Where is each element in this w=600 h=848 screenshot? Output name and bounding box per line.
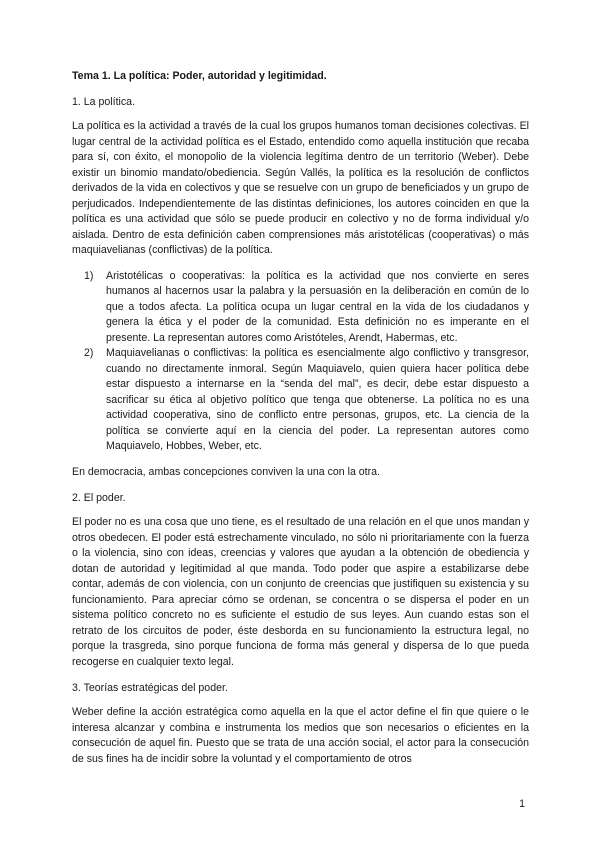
section-heading: 1. La política. xyxy=(72,96,136,108)
section-heading: 3. Teorías estratégicas del poder. xyxy=(72,682,228,694)
document-body xyxy=(72,68,529,777)
document-title: Tema 1. La política: Poder, autoridad y legitimidad. xyxy=(72,70,327,82)
page-number: 1 xyxy=(519,798,525,810)
list-marker: 2) xyxy=(84,347,94,359)
list-item xyxy=(84,269,529,347)
list-item-text: Maquiavelianas o conflictivas: la política es esencialmente algo conflictivo y transgresor, cuando no directamente inmoral. Según Maquiavelo, quien quiera hacer política debe estar dispuesto a internarse en la “senda del mal”, es decir, debe estar dispuesto a sacrificar su ética al objetivo político que tenga que obtenerse. La política no es una actividad cooperativa, sino de conflicto entre personas, grupos, etc. La ciencia de la política se convierte aquí en la ciencia del poder. La representan autores como Maquiavelo, Hobbes, Weber, etc. xyxy=(106,347,529,452)
paragraph: La política es la actividad a través de la cual los grupos humanos toman decisiones colectivas. El lugar central de la actividad política es el Estado, entendido como aquella institución que recaba para sí, con éxito, el monopolio de la violencia legítima dentro de un territorio (Weber). Debe existir un binomio mandato/obediencia. Según Vallés, la política es la resolución de conflictos derivados de la vida en colectivos y que se resuelve con un grupo de beneficiados y un grupo de perjudicados. Independientemente de las distintas definiciones, los autores coinciden en que la política es una actividad que sólo se puede producir en colectivo y no de forma individual y/o aislada. Dentro de esta definición caben comprensiones más aristotélicas (cooperativas) o más maquiavelianas (conflictivas) de la política. xyxy=(72,120,529,256)
section-heading: 2. El poder. xyxy=(72,492,126,504)
list-marker: 1) xyxy=(84,269,94,282)
paragraph: En democracia, ambas concepciones conviven la una con la otra. xyxy=(72,465,380,478)
numbered-list xyxy=(72,269,529,455)
list-item-text: Aristotélicas o cooperativas: la política es la actividad que nos convierte en seres humanos al hacernos usar la palabra y la persuasión en la deliberación en común de lo que a todos afecta. La política ocupa un lugar central en la vida de los ciudadanos y genera la ética y el poder de la comunidad. Esta definición no es imperante en el presente. La representan autores como Aristóteles, Arendt, Habermas, etc. xyxy=(106,269,529,344)
paragraph: El poder no es una cosa que uno tiene, es el resultado de una relación en el que unos mandan y otros obedecen. El poder está estrechamente vinculado, no sólo ni prioritariamente con la fuerza o la violencia, sino con ideas, creencias y valores que ayudan a la obtención de obediencia y dotan de autoridad y legitimidad al que manda. Todo poder que aspire a estabilizarse debe contar, además de con violencia, con un conjunto de creencias que justifiquen su existencia y su funcionamiento. Para apreciar cómo se ordenan, se concentra o se dispersa el poder en un sistema político concreto no es suficiente el estudio de sus leyes. Aun cuando estas son el retrato de los circuitos de poder, éste desborda en su funcionamiento la estructura legal, no porque la trasgreda, sino porque funciona de forma más general y dispersa de lo que pueda recogerse en cualquier texto legal. xyxy=(72,516,529,668)
list-item xyxy=(84,346,529,455)
paragraph: Weber define la acción estratégica como aquella en la que el actor define el fin que quiere o le interesa alcanzar y combina e instrumenta los medios que son necesarios o eficientes en la consecución de aquel fin. Puesto que se trata de una acción social, el actor para la consecución de sus fines ha de incidir sobre la voluntad y el comportamiento de otros xyxy=(72,706,529,765)
